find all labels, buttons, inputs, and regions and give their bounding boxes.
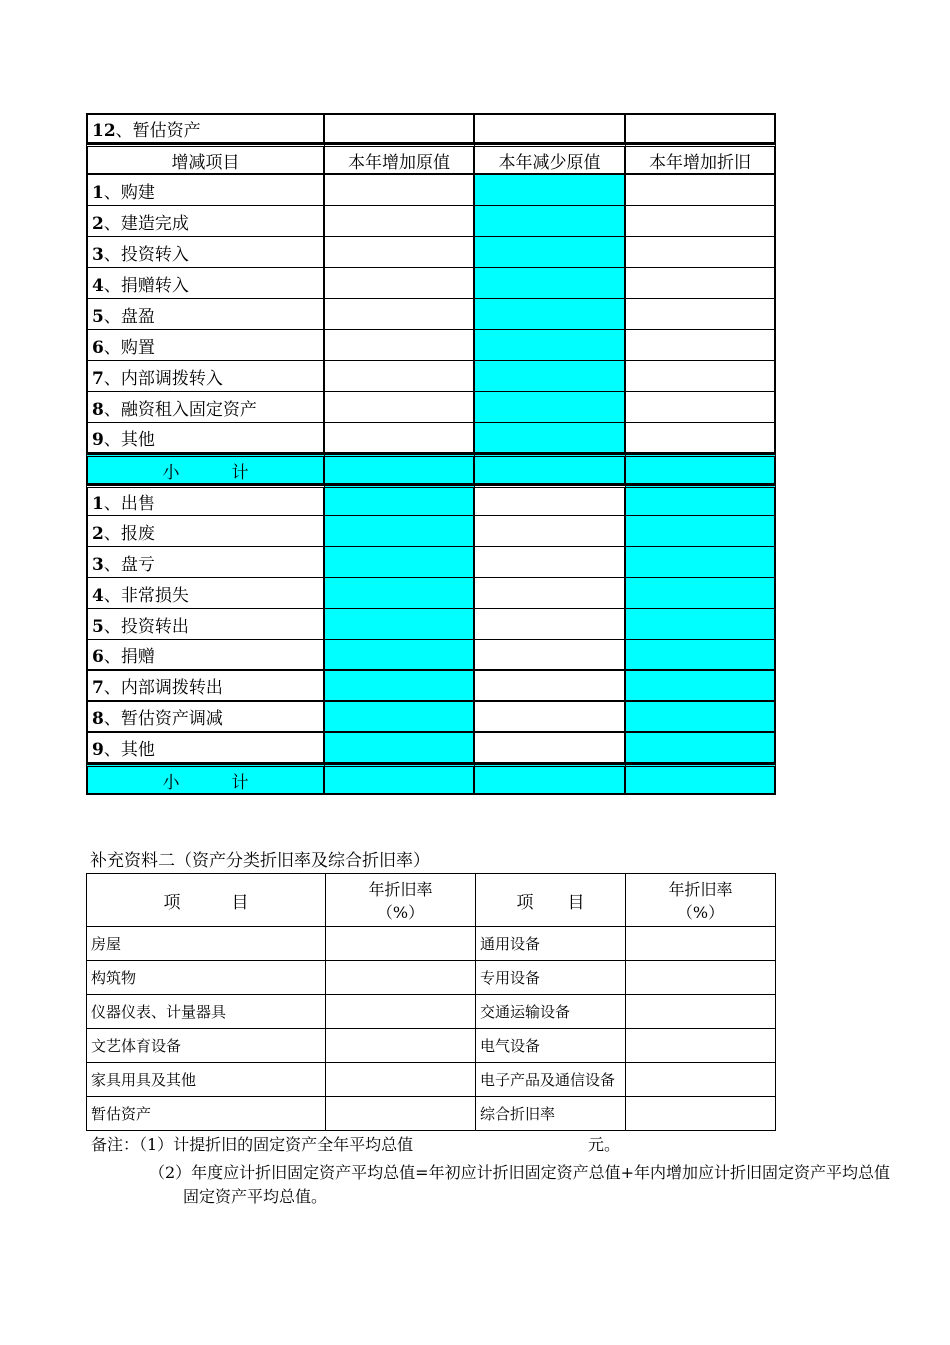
label-cell [86, 671, 325, 702]
input-cell[interactable] [475, 113, 626, 144]
rate-label: 年折旧率 [668, 880, 733, 899]
row-number: 7 [92, 678, 104, 698]
input-cell[interactable] [325, 547, 475, 578]
row-number: 3 [92, 554, 104, 575]
input-cell[interactable] [325, 392, 475, 423]
row-number: 2 [92, 523, 104, 544]
input-cell[interactable] [626, 702, 776, 733]
table-row [86, 423, 776, 454]
table-row [86, 640, 776, 671]
supp-row [87, 1029, 776, 1063]
rate-input-cell[interactable] [326, 1029, 476, 1063]
input-cell[interactable] [475, 392, 626, 423]
row-label: 、其他 [103, 430, 155, 450]
input-cell[interactable] [475, 640, 626, 671]
subtotal-char-a: 小 [162, 772, 180, 793]
table-row [86, 175, 776, 206]
label-cell [86, 485, 325, 516]
label-cell [86, 113, 325, 144]
input-cell[interactable] [626, 268, 776, 299]
asset-category: 仪器仪表、计量器具 [87, 995, 326, 1029]
row-number: 1 [92, 494, 104, 514]
row-number: 7 [92, 368, 104, 389]
row-label: 、购建 [103, 182, 155, 203]
rate-input-cell[interactable] [326, 927, 476, 961]
table-row [86, 609, 776, 640]
supp-row [87, 995, 776, 1029]
input-cell[interactable] [325, 423, 475, 454]
header-increase-original: 本年增加原值 [325, 144, 475, 175]
label-cell [86, 299, 325, 330]
input-cell[interactable] [475, 206, 626, 237]
asset-category: 电子产品及通信设备 [476, 1063, 626, 1097]
input-cell[interactable] [475, 423, 626, 454]
asset-category: 房屋 [87, 927, 326, 961]
table-row [86, 206, 776, 237]
asset-category: 家具用具及其他 [87, 1063, 326, 1097]
supp-header-rate-2 [626, 874, 776, 927]
label-cell [86, 423, 325, 454]
input-cell[interactable] [325, 485, 475, 516]
row-temp-assets [86, 113, 776, 144]
label-cell [86, 237, 325, 268]
input-cell[interactable] [325, 640, 475, 671]
asset-category: 构筑物 [87, 961, 326, 995]
subtotal-char-b: 计 [231, 462, 249, 483]
note-line-2: （2）年度应计折旧固定资产平均总值=年初应计折旧固定资产总值+年内增加应计折旧固定资产平均总值 [149, 1163, 890, 1182]
subtotal-char-a: 小 [162, 462, 180, 483]
row-number: 4 [92, 275, 104, 296]
table-row [86, 485, 776, 516]
input-cell[interactable] [475, 609, 626, 640]
table-row [86, 392, 776, 423]
row-label: 、购置 [103, 337, 155, 358]
row-number: 3 [92, 244, 104, 265]
input-cell[interactable] [475, 330, 626, 361]
input-cell[interactable] [626, 640, 776, 671]
asset-category: 文艺体育设备 [87, 1029, 326, 1063]
rate-unit: （%） [376, 903, 425, 922]
rate-unit: （%） [676, 903, 725, 922]
input-cell[interactable] [325, 268, 475, 299]
rate-input-cell[interactable] [326, 1063, 476, 1097]
input-cell[interactable] [325, 361, 475, 392]
rate-input-cell[interactable] [626, 1097, 776, 1131]
row-label: 、内部调拨转出 [103, 678, 223, 698]
subtotal-cell[interactable] [325, 454, 475, 485]
input-cell[interactable] [626, 392, 776, 423]
input-cell[interactable] [626, 609, 776, 640]
input-cell[interactable] [325, 516, 475, 547]
rate-input-cell[interactable] [326, 995, 476, 1029]
row-number: 6 [92, 647, 104, 667]
supplement-title: 补充资料二（资产分类折旧率及综合折旧率） [90, 851, 430, 871]
row-number: 8 [92, 399, 104, 420]
label-cell [86, 547, 325, 578]
table-row [86, 361, 776, 392]
subtotal-cell[interactable] [325, 764, 475, 795]
label-cell [86, 330, 325, 361]
rate-input-cell[interactable] [326, 1097, 476, 1131]
rate-input-cell[interactable] [626, 995, 776, 1029]
input-cell[interactable] [626, 299, 776, 330]
input-cell[interactable] [475, 516, 626, 547]
label-cell [86, 206, 325, 237]
note-line-1: 备注：（1）计提折旧的固定资产全年平均总值 [91, 1135, 414, 1154]
row-number: 9 [92, 430, 104, 450]
rate-input-cell[interactable] [626, 961, 776, 995]
input-cell[interactable] [325, 113, 475, 144]
header-increase-depreciation: 本年增加折旧 [626, 144, 776, 175]
input-cell[interactable] [475, 268, 626, 299]
input-cell[interactable] [626, 423, 776, 454]
table-row [86, 702, 776, 733]
input-cell[interactable] [325, 609, 475, 640]
subtotal-cell[interactable] [626, 454, 776, 485]
row-number: 5 [92, 306, 104, 327]
row-label: 、投资转出 [103, 616, 189, 637]
row-number: 8 [92, 709, 104, 729]
row-label: 、暂估资产 [115, 121, 201, 141]
input-cell[interactable] [325, 206, 475, 237]
table-row [86, 733, 776, 764]
subtotal-cell[interactable] [475, 454, 626, 485]
row-label: 、融资租入固定资产 [103, 399, 257, 420]
input-cell[interactable] [475, 702, 626, 733]
input-cell[interactable] [325, 733, 475, 764]
asset-category: 暂估资产 [87, 1097, 326, 1131]
label-cell [86, 702, 325, 733]
input-cell[interactable] [325, 671, 475, 702]
input-cell[interactable] [626, 671, 776, 702]
label-cell [86, 361, 325, 392]
row-number: 6 [92, 337, 104, 358]
label-cell [86, 733, 325, 764]
supp-header-item-2: 项 目 [476, 874, 626, 927]
depreciation-rate-table [86, 873, 776, 1131]
label-cell [86, 640, 325, 671]
rate-label: 年折旧率 [368, 880, 433, 899]
supp-header [87, 874, 776, 927]
input-cell[interactable] [626, 547, 776, 578]
input-cell[interactable] [626, 113, 776, 144]
table-row [86, 330, 776, 361]
subtotal-cell[interactable] [475, 764, 626, 795]
supp-row [87, 1097, 776, 1131]
subtotal-row [86, 454, 776, 485]
asset-category: 专用设备 [476, 961, 626, 995]
input-cell[interactable] [325, 175, 475, 206]
rate-input-cell[interactable] [326, 961, 476, 995]
row-label: 、建造完成 [103, 213, 189, 234]
input-cell[interactable] [325, 702, 475, 733]
row-label: 、其他 [103, 740, 155, 760]
row-label: 、盘盈 [103, 306, 155, 327]
row-number: 9 [92, 740, 104, 760]
row-label: 、出售 [103, 494, 155, 514]
row-number: 1 [92, 182, 104, 203]
label-cell [86, 268, 325, 299]
input-cell[interactable] [626, 516, 776, 547]
table-row [86, 671, 776, 702]
input-cell[interactable] [626, 206, 776, 237]
input-cell[interactable] [475, 733, 626, 764]
table-row [86, 299, 776, 330]
row-label: 、内部调拨转入 [103, 368, 223, 389]
label-cell [86, 578, 325, 609]
input-cell[interactable] [325, 237, 475, 268]
input-cell[interactable] [626, 330, 776, 361]
input-cell[interactable] [475, 237, 626, 268]
input-cell[interactable] [475, 578, 626, 609]
note-line-3: 固定资产平均总值。 [183, 1187, 328, 1206]
header-decrease-original: 本年减少原值 [475, 144, 626, 175]
rate-input-cell[interactable] [626, 1029, 776, 1063]
input-cell[interactable] [626, 578, 776, 609]
row-label: 、捐赠 [103, 647, 155, 667]
supp-row [87, 927, 776, 961]
input-cell[interactable] [475, 361, 626, 392]
input-cell[interactable] [626, 175, 776, 206]
table-row [86, 268, 776, 299]
row-label: 、暂估资产调减 [103, 709, 223, 729]
table-row [86, 516, 776, 547]
row-label: 、报废 [103, 523, 155, 544]
input-cell[interactable] [475, 299, 626, 330]
row-number: 2 [92, 213, 104, 234]
input-cell[interactable] [475, 175, 626, 206]
subtotal-label [86, 454, 325, 485]
input-cell[interactable] [325, 299, 475, 330]
subtotal-char-b: 计 [231, 772, 249, 793]
asset-category: 综合折旧率 [476, 1097, 626, 1131]
input-cell[interactable] [626, 485, 776, 516]
input-cell[interactable] [626, 361, 776, 392]
label-cell [86, 392, 325, 423]
table-header [86, 144, 776, 175]
input-cell[interactable] [475, 671, 626, 702]
table-row [86, 237, 776, 268]
asset-change-table [86, 113, 776, 795]
supp-header-rate [326, 874, 476, 927]
input-cell[interactable] [475, 485, 626, 516]
row-label: 、盘亏 [103, 554, 155, 575]
row-label: 、投资转入 [103, 244, 189, 265]
row-number: 5 [92, 616, 104, 637]
input-cell[interactable] [626, 733, 776, 764]
label-cell [86, 609, 325, 640]
subtotal-cell[interactable] [626, 764, 776, 795]
row-number: 4 [92, 585, 104, 606]
rate-input-cell[interactable] [626, 1063, 776, 1097]
supp-header-item: 项 目 [87, 874, 326, 927]
input-cell[interactable] [325, 578, 475, 609]
header-items: 增减项目 [86, 144, 325, 175]
input-cell[interactable] [325, 330, 475, 361]
supp-row [87, 1063, 776, 1097]
asset-category: 电气设备 [476, 1029, 626, 1063]
subtotal-row [86, 764, 776, 795]
label-cell [86, 516, 325, 547]
label-cell [86, 175, 325, 206]
subtotal-label [86, 764, 325, 795]
asset-category: 通用设备 [476, 927, 626, 961]
row-label: 、非常损失 [103, 585, 189, 606]
rate-input-cell[interactable] [626, 927, 776, 961]
row-number: 12 [92, 121, 116, 141]
note-unit: 元。 [588, 1135, 621, 1154]
input-cell[interactable] [475, 547, 626, 578]
asset-category: 交通运输设备 [476, 995, 626, 1029]
supp-row [87, 961, 776, 995]
row-label: 、捐赠转入 [103, 275, 189, 296]
table-row [86, 547, 776, 578]
table-row [86, 578, 776, 609]
input-cell[interactable] [626, 237, 776, 268]
